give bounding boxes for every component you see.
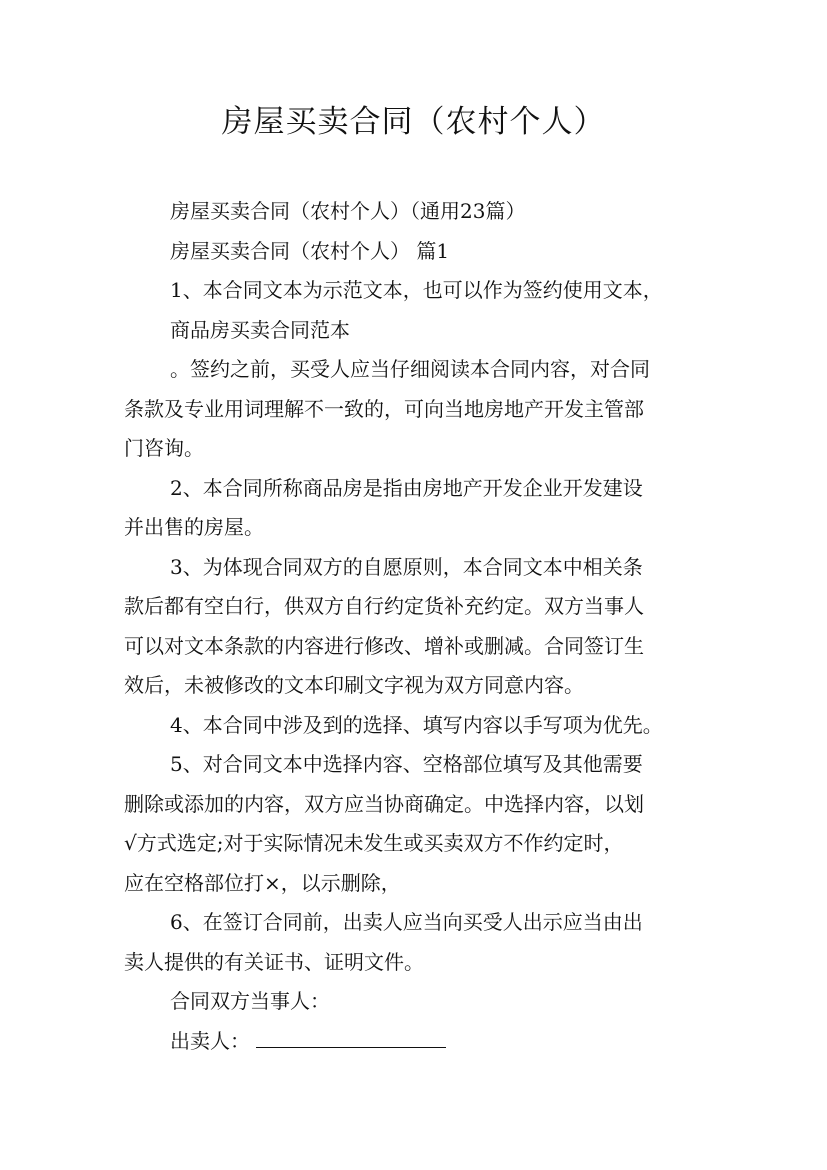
paragraph-line: 应在空格部位打×，以示删除， <box>124 870 401 895</box>
paragraph-line: 5、对合同文本中选择内容、空格部位填写及其他需要 <box>170 752 643 776</box>
paragraph-line: 1、本合同文本为示范文本，也可以作为签约使用文本， <box>170 278 663 302</box>
paragraph-line: 2、本合同所称商品房是指由房地产开发企业开发建设 <box>170 475 643 500</box>
subtitle-line: 房屋买卖合同（农村个人）（通用23篇） <box>170 199 526 223</box>
paragraph-line: 款后都有空白行，供双方自行约定货补充约定。双方当事人 <box>124 594 644 618</box>
document-title: 房屋买卖合同（农村个人） <box>221 104 606 140</box>
seller-blank-field <box>256 1027 446 1048</box>
paragraph-line: 6、在签订合同前，出卖人应当向买受人出示应当由出 <box>170 910 643 934</box>
paragraph-line: 删除或添加的内容，双方应当协商确定。中选择内容，以划 <box>124 791 644 816</box>
paragraph-line: 商品房买卖合同范本 <box>170 317 350 342</box>
paragraph-line: 卖人提供的有关证书、证明文件。 <box>124 949 424 974</box>
paragraph-line: 可以对文本条款的内容进行修改、增补或删减。合同签订生 <box>124 633 644 658</box>
seller-line <box>124 1022 714 1062</box>
paragraph-line: √方式选定;对于实际情况未发生或买卖双方不作约定时， <box>124 831 624 855</box>
paragraph-line: 4、本合同中涉及到的选择、填写内容以手写项为优先。 <box>170 712 663 737</box>
paragraph-line: 。签约之前，买受人应当仔细阅读本合同内容，对合同 <box>170 357 650 381</box>
paragraph-line: 并出售的房屋。 <box>124 515 264 539</box>
seller-label: 出卖人： <box>170 1028 250 1053</box>
parties-heading: 合同双方当事人： <box>170 989 330 1013</box>
paragraph-line: 条款及专业用词理解不一致的，可向当地房地产开发主管部 <box>124 396 644 421</box>
paragraph-line: 门咨询。 <box>124 436 204 460</box>
paragraph-line: 效后，未被修改的文本印刷文字视为双方同意内容。 <box>124 673 584 697</box>
document-body <box>124 192 714 1061</box>
paragraph-line: 3、为体现合同双方的自愿原则，本合同文本中相关条 <box>170 554 643 579</box>
section-heading: 房屋买卖合同（农村个人） 篇1 <box>170 238 450 263</box>
